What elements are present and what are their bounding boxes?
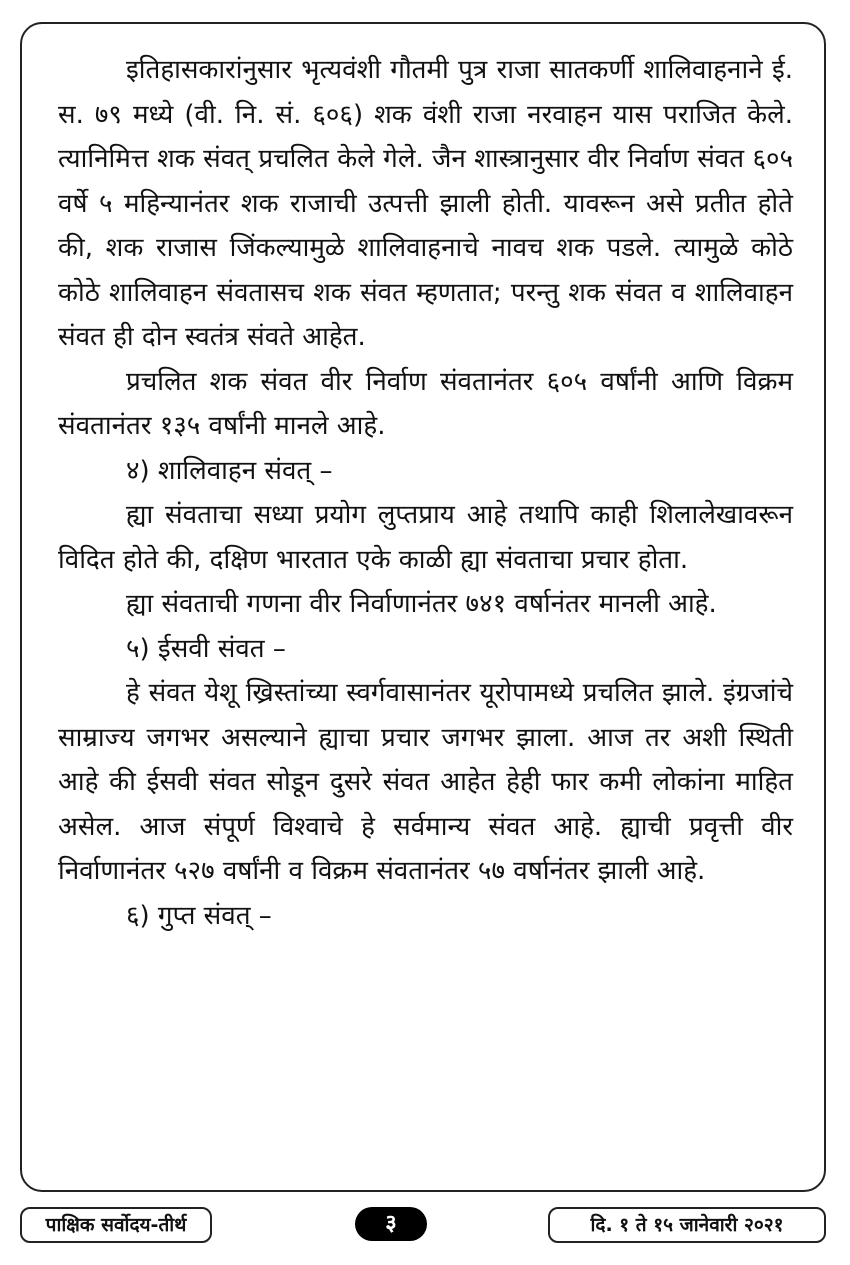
paragraph-isvi-samvat: हे संवत येशू ख्रिस्तांच्या स्वर्गवासानंतर यूरोपामध्ये प्रचलित झाले. इंग्रजांचे साम्राज्य जगभर असल्याने ह्याचा प्रचार जगभर झाला. आज तर अशी स्थिती आहे की ईसवी संवत सोडून दुसरे संवत आहेत हेही फार कमी लोकांना माहित असेल. आज संपूर्ण विश्वाचे हे सर्वमान्य संवत आहे. ह्याची प्रवृत्ती वीर निर्वाणानंतर ५२७ वर्षांनी व विक्रम संवतानंतर ५७ वर्षानंतर झाली आहे. bbox=[58, 678, 793, 886]
footer-publication-name: पाक्षिक सर्वोदय-तीर्थ bbox=[20, 1207, 212, 1243]
footer-page-number: ३ bbox=[355, 1207, 427, 1241]
heading-gupta-samvat: ६) गुप्त संवत् – bbox=[126, 900, 272, 931]
paragraph-shalivahan-usage: ह्या संवताचा सध्या प्रयोग लुप्तप्राय आहे तथापि काही शिलालेखावरून विदित होते की, दक्षिण भारतात एके काळी ह्या संवताचा प्रचार होता. bbox=[58, 500, 793, 575]
paragraph-shaka-origin: इतिहासकारांनुसार भृत्यवंशी गौतमी पुत्र राजा सातकर्णी शालिवाहनाने ई. स. ७९ मध्ये (वी. नि. सं. ६०६) शक वंशी राजा नरवाहन यास पराजित केले. त्यानिमित्त शक संवत् प्रचलित केले गेले. जैन शास्त्रानुसार वीर निर्वाण संवत ६०५ वर्षे ५ महिन्यानंतर शक राजाची उत्पत्ती झाली होती. यावरून असे प्रतीत होते की, शक राजास जिंकल्यामुळे शालिवाहनाचे नावच शक पडले. त्यामुळे कोठे कोठे शालिवाहन संवतासच शक संवत म्हणतात; परन्तु शक संवत व शालिवाहन संवत ही दोन स्वतंत्र संवते आहेत. bbox=[58, 55, 793, 352]
paragraph-shalivahan-dating: ह्या संवताची गणना वीर निर्वाणानंतर ७४१ वर्षानंतर मानली आहे. bbox=[126, 589, 717, 619]
article-body bbox=[58, 48, 793, 938]
footer-issue-date: दि. १ ते १५ जानेवारी २०२१ bbox=[548, 1207, 826, 1243]
heading-shalivahan-samvat: ४) शालिवाहन संवत् – bbox=[126, 455, 333, 486]
heading-isvi-samvat: ५) ईसवी संवत – bbox=[126, 633, 286, 664]
paragraph-shaka-dating: प्रचलित शक संवत वीर निर्वाण संवतानंतर ६०५ वर्षांनी आणि विक्रम संवतानंतर १३५ वर्षांनी मानले आहे. bbox=[58, 366, 793, 441]
